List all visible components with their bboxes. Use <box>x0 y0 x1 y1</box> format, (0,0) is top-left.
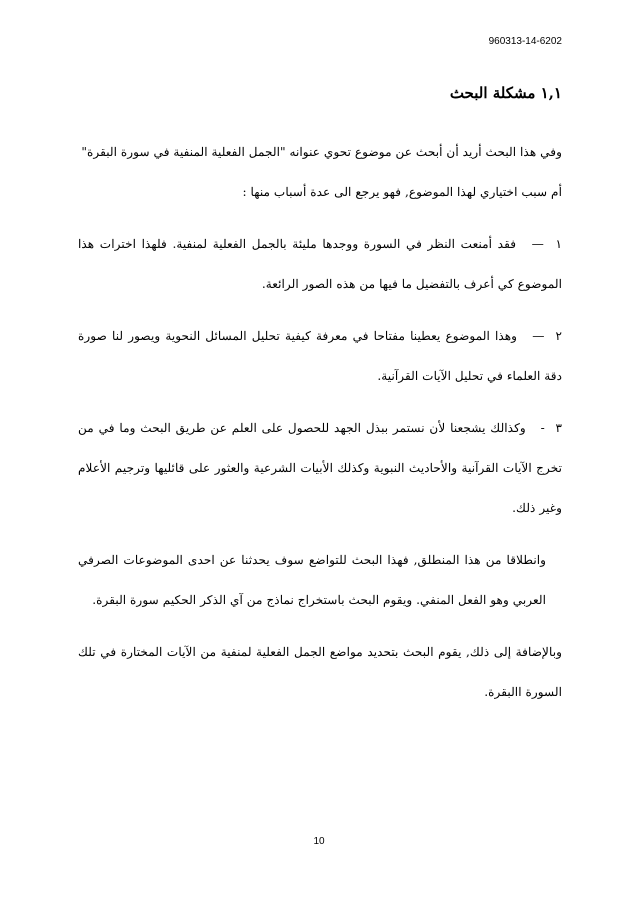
section-title: ١,١ مشكلة البحث <box>449 84 562 102</box>
closing-paragraph-2: وبالإضافة إلى ذلك, يقوم البحث بتحديد مواضع الجمل الفعلية لمنفية من الآيات المختارة في تلك السورة االبقرة. <box>78 645 562 699</box>
intro-paragraph: وفي هذا البحث أريد أن أبحث عن موضوع تحوي عنوانه "الجمل الفعلية المنفية في سورة البقرة" <box>81 145 562 159</box>
document-id: 960313-14-6202 <box>488 36 562 47</box>
reasons-intro-paragraph: أم سبب اختياري لهذا الموضوع, فهو يرجع الى عدة أسباب منها : <box>242 185 562 199</box>
item-dash: — <box>532 329 545 343</box>
item-text: وهذا الموضوع يعطينا مفتاحا في معرفة كيفية تحليل المسائل النحوية ويصور لنا صورة دقة العلماء في تحليل الآيات القرآنية. <box>78 329 562 383</box>
item-dash: - <box>540 421 545 435</box>
page-number: 10 <box>313 836 325 847</box>
closing-paragraph-1: وانطلاقا من هذا المنطلق, فهذا البحث للتواضع سوف يحدثنا عن احدى الموضوعات الصرفي العربي وهو الفعل المنفي. ويقوم البحث باستخراج نماذج من آي الذكر الحكيم سورة البقرة. <box>78 553 546 607</box>
item-number: ٣ <box>555 421 563 435</box>
reason-item-1 <box>78 224 562 304</box>
reason-item-3 <box>78 408 562 528</box>
item-number: ٢ <box>555 329 563 343</box>
item-dash: — <box>531 237 544 251</box>
reason-item-2 <box>78 316 562 396</box>
item-number: ١ <box>555 237 563 251</box>
page-body <box>78 70 562 724</box>
item-text: فقد أمنعت النظر في السورة ووجدها مليئة بالجمل الفعلية لمنفية. فلهذا اخترات هذا الموضوع كي أعرف بالتفضيل ما فيها من هذه الصور الرائعة. <box>78 237 562 291</box>
item-text: وكذالك يشجعنا لأن نستمر ببذل الجهد للحصول على العلم عن طريق البحث وما في من تخرج الآيات القرآنية والأحاديث النبوية وكذلك الأبيات الشرعية والعثور على قائليها وترجيم الأعلام وغير ذلك. <box>78 421 562 515</box>
